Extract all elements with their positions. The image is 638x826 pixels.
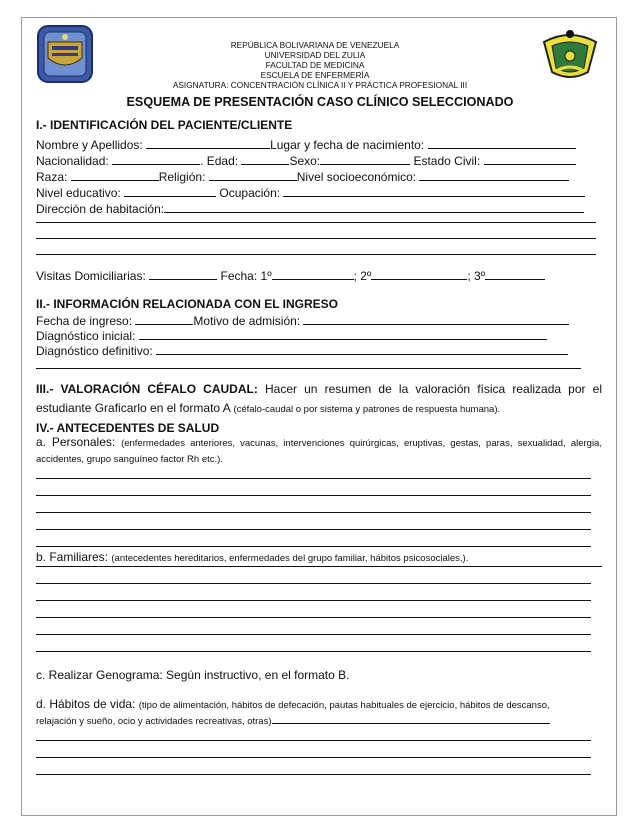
field-nivel-socio[interactable] [419,169,569,181]
row-fecha-ingreso [36,313,569,329]
label-fecha-ingreso: Fecha de ingreso: [36,314,133,328]
header-faculty: FACULTAD DE MEDICINA [265,60,365,70]
field-habitos[interactable] [272,712,550,724]
label-direccion: Dirección de habitación: [36,202,165,216]
personales-paragraph [36,435,602,467]
field-estado-civil[interactable] [484,153,576,165]
field-religion[interactable] [209,169,297,181]
blank-line[interactable] [36,222,596,223]
row-dx-definitivo [36,343,568,359]
blank-line[interactable] [36,617,591,618]
label-habitos: d. Hábitos de vida: [36,697,136,711]
label-ocupacion: Ocupación: [219,186,281,200]
blank-line[interactable] [36,634,591,635]
blank-line[interactable] [36,368,581,369]
label-raza: Raza: [36,170,68,184]
blank-line[interactable] [36,757,591,758]
habitos-note-1: (tipo de alimentación, hábitos de defecación, pautas habituales de ejercicio, hábitos de descanso, [138,700,550,711]
field-motivo[interactable] [303,313,569,325]
row-habitos-2 [36,712,550,729]
header-subject: ASIGNATURA: CONCENTRACIÓN CLÍNICA II Y PRÁCTICA PROFESIONAL III [172,80,468,90]
field-visita-1[interactable] [272,268,354,280]
habitos-note-2: relajación y sueño, ocio y actividades recreativas, otras) [36,716,272,727]
section-3-heading: III.- VALORACIÓN CÉFALO CAUDAL: [36,382,258,396]
field-sexo[interactable] [320,153,410,165]
header-university: UNIVERSIDAD DEL ZULIA [264,50,366,60]
label-religion: Religión: [158,170,206,184]
row-direccion [36,201,584,217]
label-nivel-socio: Nivel socioeconómico: [296,170,417,184]
field-ocupacion[interactable] [283,185,585,197]
blank-line[interactable] [36,254,596,255]
label-nombre: Nombre y Apellidos: [36,138,143,152]
blank-line[interactable] [36,566,602,567]
blank-line[interactable] [36,495,591,496]
label-motivo: Motivo de admisión: [193,314,301,328]
row-familiares [36,550,468,566]
field-visita-2[interactable] [371,268,467,280]
field-dx-definitivo[interactable] [156,343,568,355]
field-lugar-fecha[interactable] [428,137,576,149]
field-nivel-educativo[interactable] [124,185,216,197]
field-raza[interactable] [71,169,159,181]
section-2-heading: II.- INFORMACIÓN RELACIONADA CON EL INGRESO [36,297,339,311]
blank-line[interactable] [36,774,591,775]
header-country: REPÚBLICA BOLIVARIANA DE VENEZUELA [230,40,400,50]
familiares-note: (antecedentes hereditarios, enfermedades del grupo familiar, hábitos psicosociales,). [111,553,469,564]
label-dx-definitivo: Diagnóstico definitivo: [36,344,153,358]
document-title: ESQUEMA DE PRESENTACIÓN CASO CLÍNICO SELECCIONADO [126,95,514,109]
personales-note: (enfermedades anteriores, vacunas, intervenciones quirúrgicas, eruptivas, gestas, paras, sexualidad, alergia, accidentes, grupo sanguíneo factor Rh etc.). [36,438,602,465]
nursing-school-logo [540,26,600,84]
label-visita-2: ; 2º [353,269,372,283]
blank-line[interactable] [36,651,591,652]
row-dx-inicial [36,328,547,344]
blank-line[interactable] [36,512,591,513]
field-nacionalidad[interactable] [112,153,200,165]
blank-line[interactable] [36,583,591,584]
row-nivel-educativo [36,185,585,201]
section-3-note: (céfalo-caudal o por sistema y patrones de respuesta humana). [233,404,501,415]
field-direccion[interactable] [164,201,584,213]
field-visitas[interactable] [149,268,217,280]
label-nacionalidad: Nacionalidad: [36,154,109,168]
section-3-text: Hacer un resumen de la valoración física realizada por el estudiante Graficarlo en el formato A [36,382,602,415]
label-lugar: Lugar y fecha de nacimiento: [270,138,425,152]
label-estado-civil: Estado Civil: [413,154,481,168]
label-dx-inicial: Diagnóstico inicial: [36,329,136,343]
blank-line[interactable] [36,529,591,530]
label-personales: a. Personales: [36,435,116,449]
field-visita-3[interactable] [485,268,545,280]
row-habitos [36,697,550,713]
blank-line[interactable] [36,740,591,741]
row-visitas [36,268,545,284]
university-crest-logo [36,24,94,84]
blank-line[interactable] [36,478,591,479]
section-4-heading: IV.- ANTECEDENTES DE SALUD [36,421,220,435]
blank-line[interactable] [36,546,591,547]
genograma-instruction: c. Realizar Genograma: Según instructivo, en el formato B. [36,668,350,682]
row-nacionalidad [36,153,576,169]
field-edad[interactable] [241,153,289,165]
field-dx-inicial[interactable] [139,328,547,340]
label-edad: . Edad: [200,154,239,168]
section-3-paragraph [36,380,602,419]
label-visitas: Visitas Domiciliarias: [36,269,146,283]
section-1-heading: I.- IDENTIFICACIÓN DEL PACIENTE/CLIENTE [36,118,293,132]
label-familiares: b. Familiares: [36,550,109,564]
label-visita-3: ; 3º [467,269,486,283]
label-visita-1: Fecha: 1º [220,269,272,283]
label-nivel-educativo: Nivel educativo: [36,186,121,200]
blank-line[interactable] [36,600,591,601]
field-fecha-ingreso[interactable] [135,313,193,325]
row-raza [36,169,569,185]
field-nombre[interactable] [146,137,270,149]
header-school: ESCUELA DE ENFERMERÍA [260,70,370,80]
row-nombre [36,137,576,153]
label-sexo: Sexo: [289,154,321,168]
blank-line[interactable] [36,238,596,239]
